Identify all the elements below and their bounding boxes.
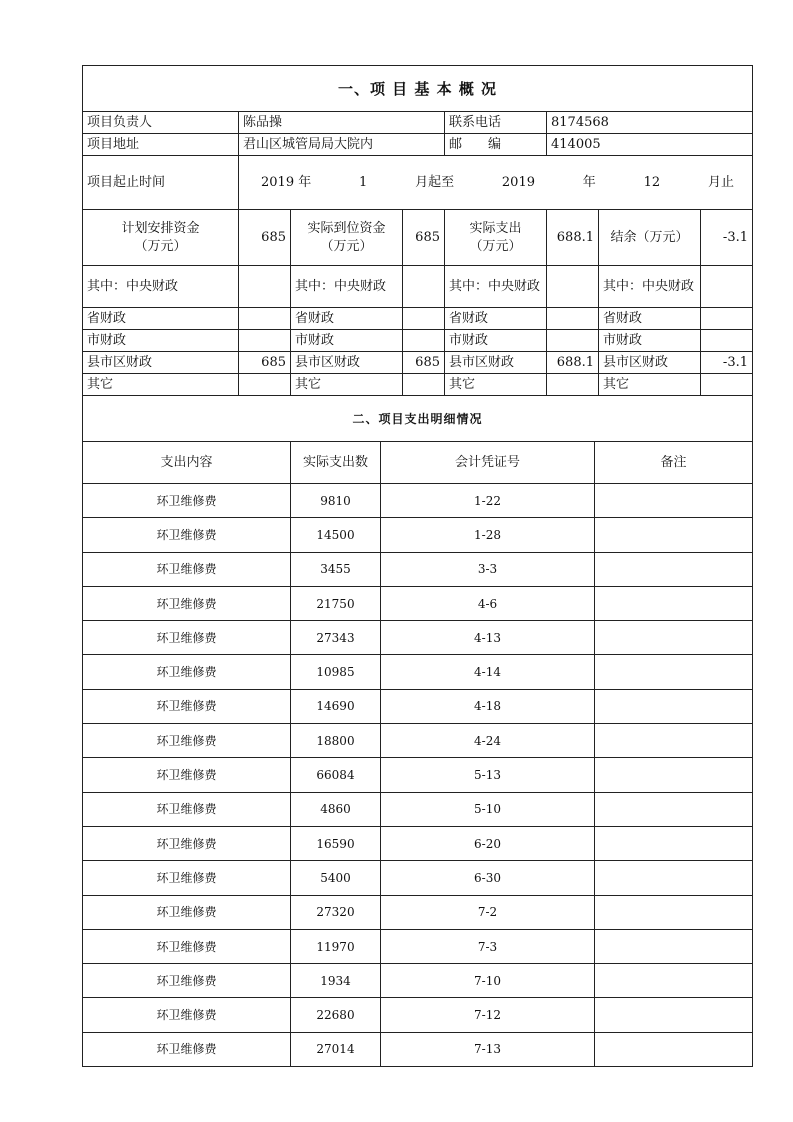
expense-note-cell (595, 998, 753, 1032)
table-row (83, 552, 753, 586)
expense-amount-cell: 27014 (291, 1032, 381, 1066)
phone-label: 联系电话 (445, 112, 547, 134)
source-county-label-4: 县市区财政 (599, 352, 701, 374)
table-row (83, 861, 753, 895)
period-end-suffix: 月止 (707, 174, 734, 190)
expense-rows (83, 484, 753, 1067)
received-funds-label-line2: （万元） (320, 238, 373, 254)
source-county-value-1: 685 (239, 352, 291, 374)
expense-content-cell: 环卫维修费 (83, 895, 291, 929)
table-row (83, 758, 753, 792)
expense-note-cell (595, 586, 753, 620)
expense-note-cell (595, 724, 753, 758)
source-province-value-2 (403, 308, 445, 330)
source-central-label-2: 其中：中央财政 (291, 266, 403, 308)
source-other-label-1: 其它 (83, 374, 239, 396)
expense-content-cell: 环卫维修费 (83, 552, 291, 586)
expense-amount-cell: 18800 (291, 724, 381, 758)
expense-voucher-cell: 4-13 (381, 621, 595, 655)
period-label: 项目起止时间 (83, 156, 239, 210)
expense-amount-cell: 66084 (291, 758, 381, 792)
expense-note-cell (595, 621, 753, 655)
expense-amount-cell: 22680 (291, 998, 381, 1032)
planned-funds-label-line1: 计划安排资金 (121, 220, 200, 236)
expense-content-cell: 环卫维修费 (83, 724, 291, 758)
expense-content-cell: 环卫维修费 (83, 518, 291, 552)
expense-voucher-cell: 3-3 (381, 552, 595, 586)
source-province-label-3: 省财政 (445, 308, 547, 330)
expense-voucher-cell: 5-13 (381, 758, 595, 792)
expense-amount-cell: 27320 (291, 895, 381, 929)
header-amount: 实际支出数 (291, 442, 381, 484)
received-funds-label (291, 210, 403, 266)
expense-voucher-cell: 7-13 (381, 1032, 595, 1066)
expense-note-cell (595, 518, 753, 552)
expense-content-cell: 环卫维修费 (83, 1032, 291, 1066)
expense-content-cell: 环卫维修费 (83, 758, 291, 792)
expense-voucher-cell: 1-22 (381, 484, 595, 518)
expense-amount-cell: 1934 (291, 964, 381, 998)
expense-content-cell: 环卫维修费 (83, 826, 291, 860)
expense-note-cell (595, 826, 753, 860)
table-row (83, 1032, 753, 1066)
planned-funds-label-line2: （万元） (134, 238, 187, 254)
address-label: 项目地址 (83, 134, 239, 156)
source-city-value-2 (403, 330, 445, 352)
table-row (83, 792, 753, 826)
section2-title: 二、项目支出明细情况 (83, 396, 753, 442)
source-other-label-2: 其它 (291, 374, 403, 396)
source-county-label-1: 县市区财政 (83, 352, 239, 374)
source-county-label-2: 县市区财政 (291, 352, 403, 374)
table-row (83, 484, 753, 518)
table-row (83, 724, 753, 758)
source-central-value-3 (547, 266, 599, 308)
expense-voucher-cell: 4-14 (381, 655, 595, 689)
expense-note-cell (595, 484, 753, 518)
expense-voucher-cell: 7-12 (381, 998, 595, 1032)
expense-voucher-cell: 4-24 (381, 724, 595, 758)
source-central-label-1: 其中：中央财政 (83, 266, 239, 308)
planned-funds-value: 685 (239, 210, 291, 266)
expense-amount-cell: 5400 (291, 861, 381, 895)
planned-funds-label (83, 210, 239, 266)
expense-note-cell (595, 689, 753, 723)
table-row (83, 929, 753, 963)
spent-funds-value: 688.1 (547, 210, 599, 266)
source-county-value-3: 688.1 (547, 352, 599, 374)
expense-voucher-cell: 7-10 (381, 964, 595, 998)
source-city-value-4 (701, 330, 753, 352)
address-value: 君山区城管局局大院内 (239, 134, 445, 156)
source-other-value-4 (701, 374, 753, 396)
expense-content-cell: 环卫维修费 (83, 689, 291, 723)
expense-note-cell (595, 929, 753, 963)
expense-content-cell: 环卫维修费 (83, 621, 291, 655)
expense-content-cell: 环卫维修费 (83, 929, 291, 963)
expense-voucher-cell: 5-10 (381, 792, 595, 826)
expense-amount-cell: 9810 (291, 484, 381, 518)
source-central-value-1 (239, 266, 291, 308)
balance-label: 结余（万元） (599, 210, 701, 266)
expense-amount-cell: 11970 (291, 929, 381, 963)
table-row (83, 964, 753, 998)
header-voucher: 会计凭证号 (381, 442, 595, 484)
expense-content-cell: 环卫维修费 (83, 964, 291, 998)
expense-note-cell (595, 895, 753, 929)
period-end-year: 2019 (501, 174, 535, 190)
expense-note-cell (595, 655, 753, 689)
project-overview-table (82, 65, 753, 396)
expense-voucher-cell: 6-20 (381, 826, 595, 860)
expense-amount-cell: 3455 (291, 552, 381, 586)
received-funds-value: 685 (403, 210, 445, 266)
expense-note-cell (595, 792, 753, 826)
expense-amount-cell: 4860 (291, 792, 381, 826)
source-city-label-2: 市财政 (291, 330, 403, 352)
source-county-value-2: 685 (403, 352, 445, 374)
expense-amount-cell: 14500 (291, 518, 381, 552)
expense-voucher-cell: 6-30 (381, 861, 595, 895)
expense-content-cell: 环卫维修费 (83, 998, 291, 1032)
source-central-value-2 (403, 266, 445, 308)
expense-amount-cell: 10985 (291, 655, 381, 689)
expense-voucher-cell: 7-2 (381, 895, 595, 929)
source-province-value-4 (701, 308, 753, 330)
spent-funds-label-line1: 实际支出 (469, 220, 522, 236)
expense-content-cell: 环卫维修费 (83, 792, 291, 826)
table-row (83, 895, 753, 929)
table-row (83, 998, 753, 1032)
source-other-label-3: 其它 (445, 374, 547, 396)
expense-detail-table (82, 395, 753, 1067)
table-row (83, 689, 753, 723)
source-central-label-4: 其中：中央财政 (599, 266, 701, 308)
expense-voucher-cell: 4-6 (381, 586, 595, 620)
expense-note-cell (595, 964, 753, 998)
expense-content-cell: 环卫维修费 (83, 655, 291, 689)
source-city-label-4: 市财政 (599, 330, 701, 352)
source-other-value-3 (547, 374, 599, 396)
table-row (83, 826, 753, 860)
table-row (83, 586, 753, 620)
table-row (83, 655, 753, 689)
source-province-label-4: 省财政 (599, 308, 701, 330)
project-report-page (82, 65, 752, 1067)
source-county-value-4: -3.1 (701, 352, 753, 374)
expense-amount-cell: 21750 (291, 586, 381, 620)
source-city-label-3: 市财政 (445, 330, 547, 352)
expense-note-cell (595, 552, 753, 586)
period-value (239, 156, 753, 210)
source-province-value-1 (239, 308, 291, 330)
section1-title: 一、项 目 基 本 概 况 (83, 66, 753, 112)
leader-value: 陈品操 (239, 112, 445, 134)
balance-value: -3.1 (701, 210, 753, 266)
postcode-value: 414005 (547, 134, 753, 156)
source-central-label-3: 其中：中央财政 (445, 266, 547, 308)
expense-amount-cell: 14690 (291, 689, 381, 723)
period-end-month: 12 (643, 174, 661, 190)
source-other-label-4: 其它 (599, 374, 701, 396)
spent-funds-label-line2: （万元） (469, 238, 522, 254)
source-city-value-3 (547, 330, 599, 352)
source-county-label-3: 县市区财政 (445, 352, 547, 374)
expense-voucher-cell: 4-18 (381, 689, 595, 723)
expense-voucher-cell: 1-28 (381, 518, 595, 552)
source-province-value-3 (547, 308, 599, 330)
period-start-month: 1 (359, 174, 368, 190)
expense-note-cell (595, 758, 753, 792)
expense-amount-cell: 16590 (291, 826, 381, 860)
header-note: 备注 (595, 442, 753, 484)
postcode-label: 邮 编 (445, 134, 547, 156)
source-province-label-1: 省财政 (83, 308, 239, 330)
expense-content-cell: 环卫维修费 (83, 861, 291, 895)
table-row (83, 621, 753, 655)
source-central-value-4 (701, 266, 753, 308)
source-other-value-1 (239, 374, 291, 396)
expense-voucher-cell: 7-3 (381, 929, 595, 963)
period-end-year-suffix: 年 (582, 174, 596, 190)
source-city-value-1 (239, 330, 291, 352)
phone-value: 8174568 (547, 112, 753, 134)
header-content: 支出内容 (83, 442, 291, 484)
period-start-suffix: 月起至 (415, 174, 455, 190)
spent-funds-label (445, 210, 547, 266)
expense-content-cell: 环卫维修费 (83, 586, 291, 620)
expense-note-cell (595, 1032, 753, 1066)
table-row (83, 518, 753, 552)
expense-note-cell (595, 861, 753, 895)
source-other-value-2 (403, 374, 445, 396)
period-start-year: 2019 年 (261, 174, 312, 190)
received-funds-label-line1: 实际到位资金 (307, 220, 386, 236)
source-province-label-2: 省财政 (291, 308, 403, 330)
expense-amount-cell: 27343 (291, 621, 381, 655)
leader-label: 项目负责人 (83, 112, 239, 134)
expense-content-cell: 环卫维修费 (83, 484, 291, 518)
source-city-label-1: 市财政 (83, 330, 239, 352)
